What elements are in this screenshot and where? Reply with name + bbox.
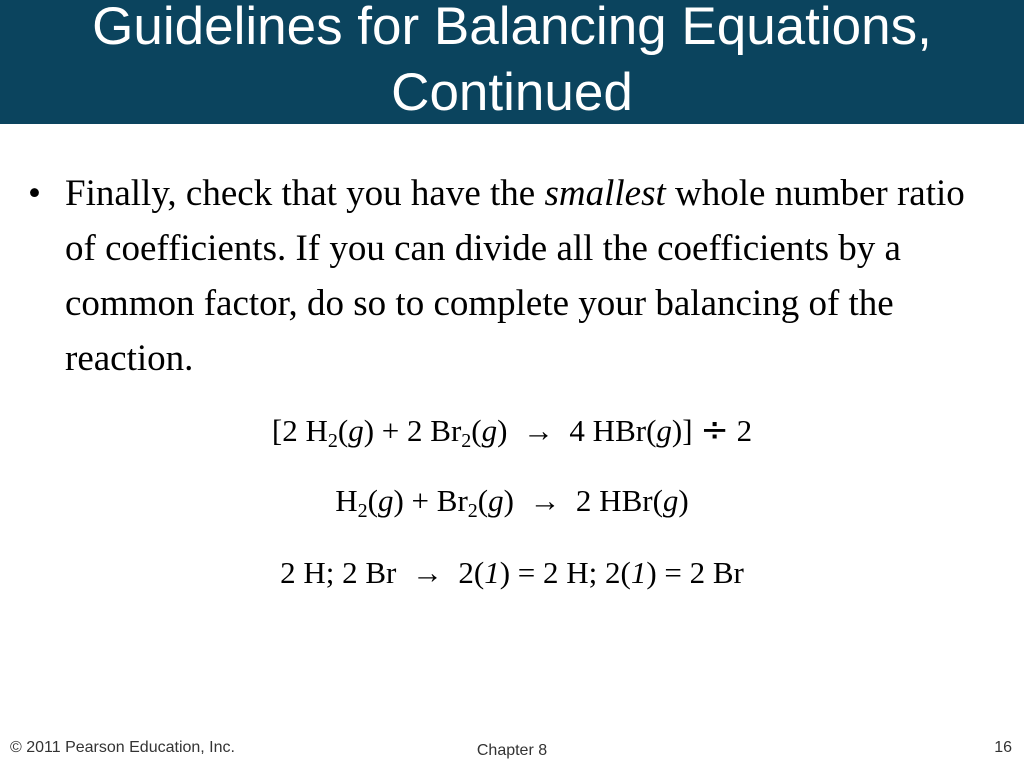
eq3-part: ) = 2 H; 2( xyxy=(499,555,631,590)
slide-title-line-1: Guidelines for Balancing Equations, xyxy=(92,0,932,56)
eq2-part: ) + Br xyxy=(393,483,468,518)
slide-title xyxy=(0,0,1024,126)
eq2-state: g xyxy=(662,483,679,518)
eq1-part: ) + 2 Br xyxy=(363,413,462,448)
equation-simplified xyxy=(0,481,1024,521)
bullet-text-emphasis: smallest xyxy=(544,173,666,214)
eq2-part: ( xyxy=(477,483,489,518)
eq3-part: ) = 2 Br xyxy=(646,555,744,590)
eq1-part: ) → 4 HBr( xyxy=(497,413,657,448)
eq2-part: ) xyxy=(678,483,689,518)
eq2-subscript: 2 xyxy=(467,500,478,522)
eq1-part: ( xyxy=(471,413,482,448)
eq2-state: g xyxy=(488,483,504,518)
divide-icon: ÷ xyxy=(700,410,729,450)
footer-copyright: © 2011 Pearson Education, Inc. xyxy=(10,739,235,756)
equation-divide-by-two xyxy=(0,410,1024,451)
eq1-state: g xyxy=(656,413,672,448)
eq2-subscript: 2 xyxy=(357,500,368,522)
eq1-subscript: 2 xyxy=(327,430,338,452)
eq3-part: 2 H; 2 Br → 2( xyxy=(280,555,485,590)
eq1-subscript: 2 xyxy=(461,430,472,452)
footer-page-number: 16 xyxy=(994,739,1012,756)
eq1-state: g xyxy=(348,413,364,448)
slide-title-line-2: Continued xyxy=(391,63,633,122)
bullet-text xyxy=(65,166,988,386)
eq1-state: g xyxy=(481,413,498,448)
eq1-part: [2 H xyxy=(271,413,328,448)
title-bar xyxy=(0,0,1024,124)
eq1-part: ( xyxy=(337,413,349,448)
eq3-coefficient: 1 xyxy=(484,555,500,590)
atom-count-check xyxy=(0,553,1024,593)
eq2-part: ( xyxy=(367,483,378,518)
eq3-coefficient: 1 xyxy=(630,555,647,590)
eq1-part: )] xyxy=(671,413,701,448)
bullet-item xyxy=(28,166,988,386)
bullet-text-end: whole number ratio of coefficients. If you can divide all the coefficients by a common factor, do so to complete your balancing of the reaction. xyxy=(65,173,965,379)
bullet-dot-icon: • xyxy=(28,173,41,214)
eq2-state: g xyxy=(377,483,394,518)
eq2-part: ) → 2 HBr( xyxy=(503,483,663,518)
bullet-text-start: Finally, check that you have the xyxy=(65,173,545,214)
footer-chapter: Chapter 8 xyxy=(476,742,548,759)
eq1-divisor: 2 xyxy=(728,413,753,448)
eq2-part: H xyxy=(335,483,358,518)
